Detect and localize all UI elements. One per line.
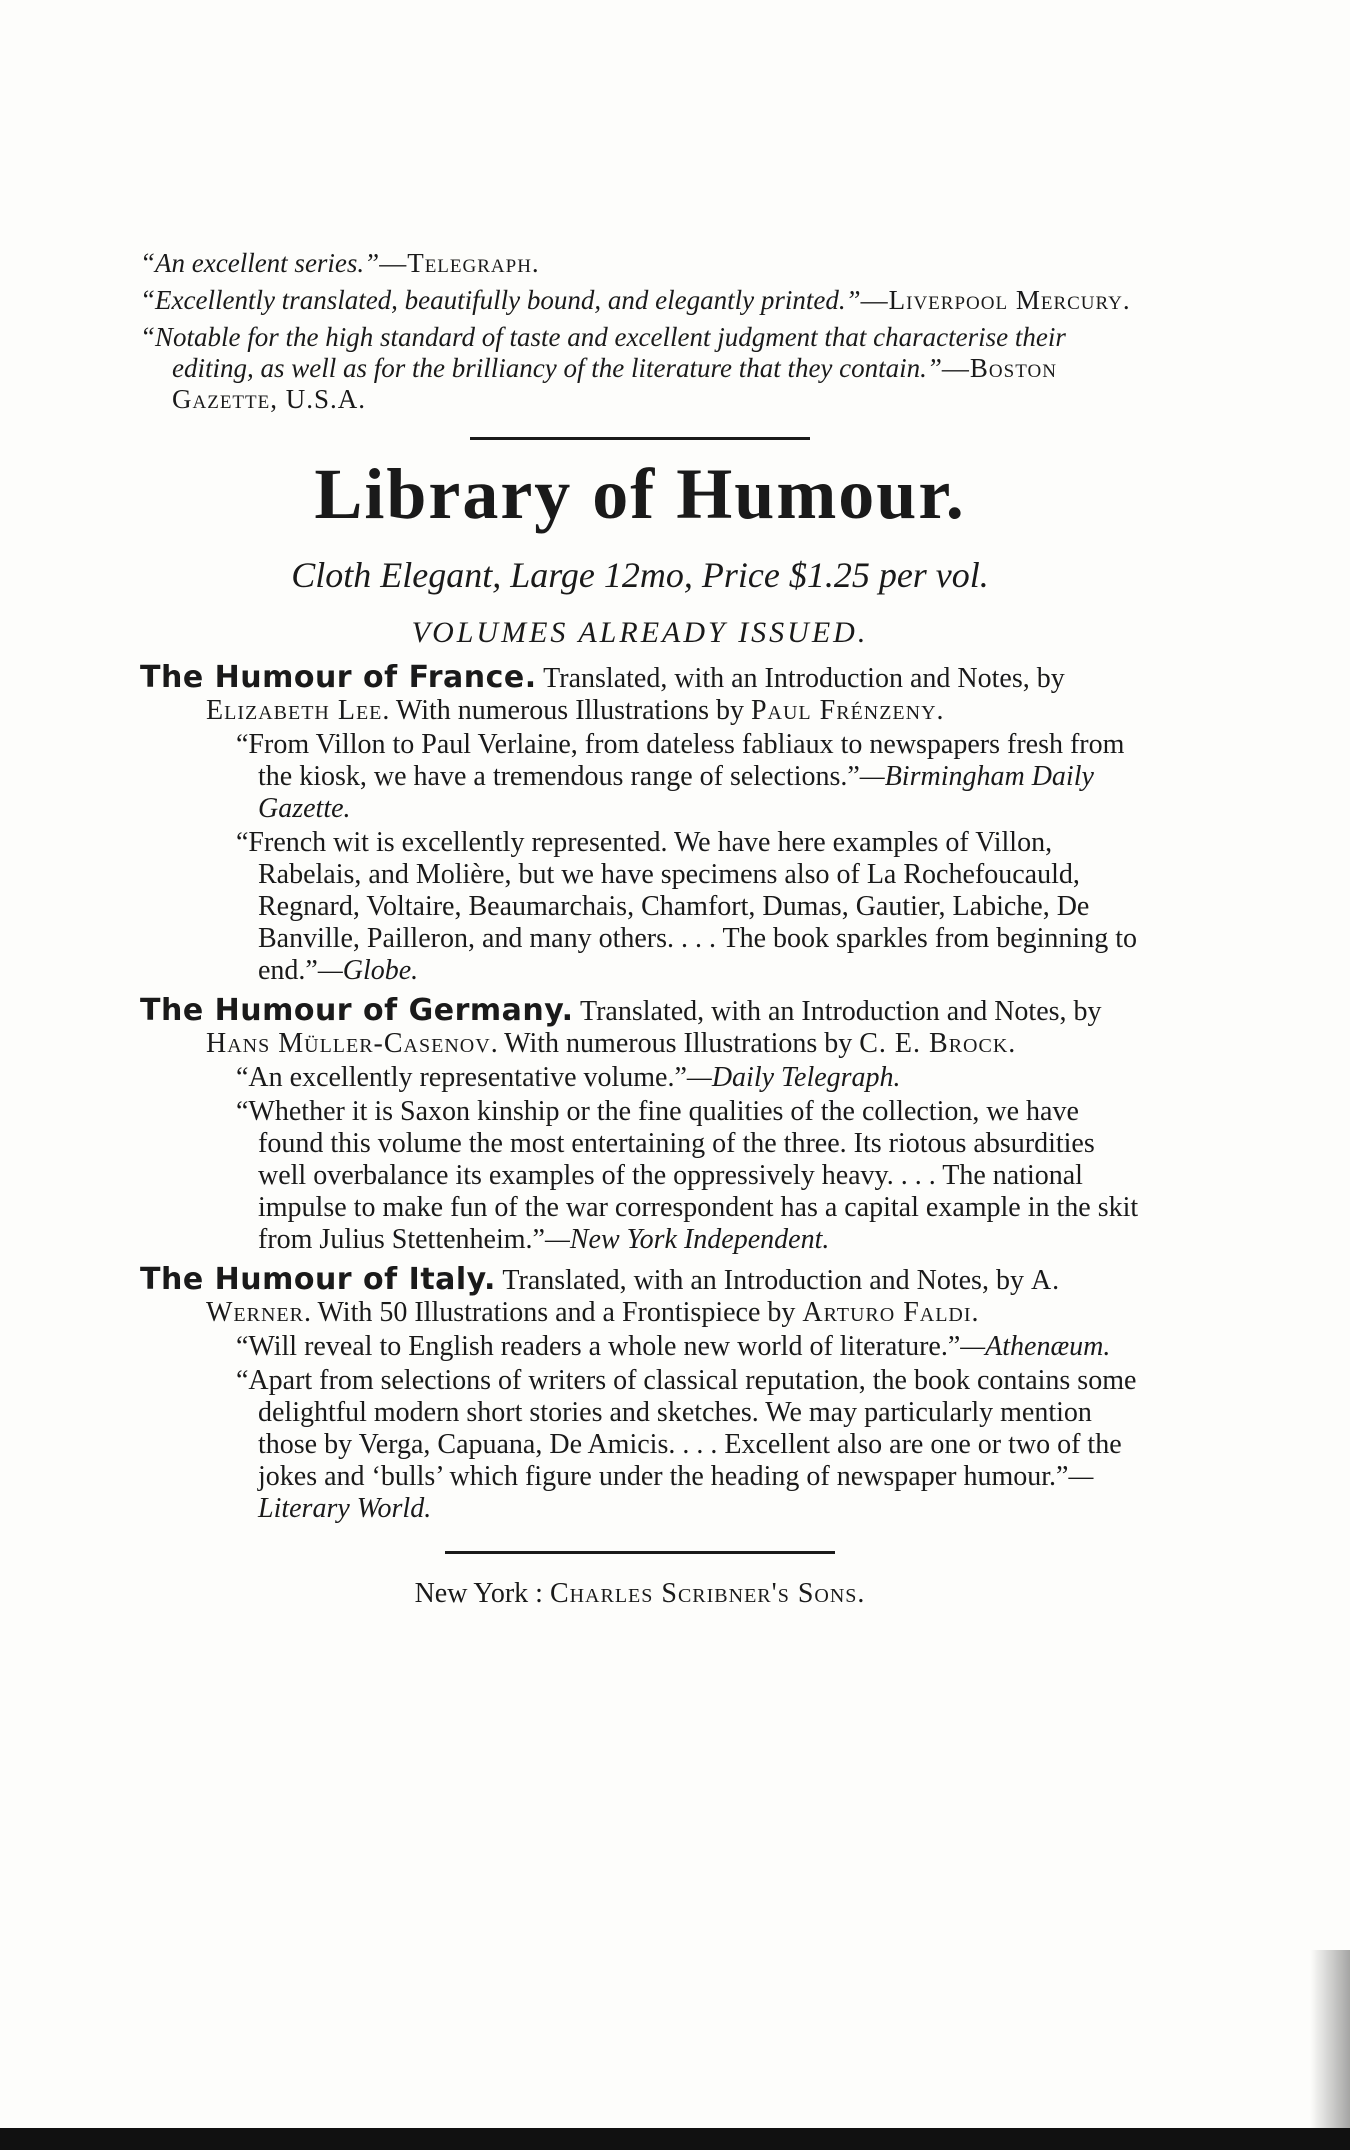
- blurb: [140, 248, 1140, 279]
- blurb-source: —Telegraph.: [379, 248, 540, 278]
- divider-rule: [445, 1551, 835, 1554]
- review-text: “Whether it is Saxon kinship or the fine qualities of the collection, we have found this volume the most entertaining of the three. Its riotous absurdities well overbalance its examples of the oppressively heavy. . . . The national impulse to make fun of the war correspondent has a capital example in the skit from Julius Stettenheim.”: [236, 1096, 1139, 1255]
- volume-details: Translated, with an Introduction and Notes, by: [502, 1265, 1031, 1296]
- imprint-place: New York :: [414, 1578, 550, 1609]
- volume-illustrator: Paul Frénzeny: [750, 695, 937, 726]
- review: [140, 1365, 1140, 1525]
- volume-germany: [140, 995, 1140, 1256]
- volume-title: The Humour of France.: [140, 660, 537, 695]
- review-text: “Will reveal to English readers a whole new world of literature.”: [236, 1331, 961, 1362]
- review-text: “Apart from selections of writers of classical reputation, the book contains some delightful modern short stories and sketches. We may particularly mention those by Verga, Capuana, De Amicis. . . . Excellent also are one or two of the jokes and ‘bulls’ which figure under the heading of newspaper humour.”: [236, 1365, 1137, 1492]
- volume-details: Translated, with an Introduction and Notes, by: [543, 663, 1065, 694]
- volume-title: The Humour of Italy.: [140, 1262, 496, 1297]
- volume-details: . With 50 Illustrations and a Frontispiece by: [303, 1297, 803, 1328]
- volumes-heading: VOLUMES ALREADY ISSUED.: [411, 616, 869, 649]
- blurb-quote: “Excellently translated, beautifully bound, and elegantly printed.”: [140, 285, 861, 315]
- blurb: [140, 322, 1140, 415]
- review-source: —Birmingham Daily Gazette.: [258, 761, 1094, 824]
- volume-title: The Humour of Germany.: [140, 993, 574, 1028]
- blurb-quote: “An excellent series.”: [140, 248, 380, 278]
- price-line: Cloth Elegant, Large 12mo, Price $1.25 per vol.: [291, 555, 989, 595]
- review-text: “From Villon to Paul Verlaine, from dateless fabliaux to newspapers fresh from the kiosk, we have a tremendous range of selections.”: [236, 729, 1125, 792]
- page-edge-shadow: [1310, 1950, 1350, 2150]
- review: [140, 1096, 1140, 1256]
- imprint-publisher: Charles Scribner's Sons.: [549, 1578, 866, 1609]
- volume-editor: Hans Müller-Casenov: [206, 1028, 491, 1059]
- scan-bottom-band: [0, 2128, 1350, 2150]
- volume-illustrator: C. E. Brock: [859, 1028, 1009, 1059]
- blurb-source: —Boston Gazette, U.S.A.: [172, 353, 1057, 414]
- divider-rule: [470, 437, 810, 440]
- review: [140, 729, 1140, 825]
- advertisement-content: [140, 248, 1140, 1610]
- review-text: “An excellently representative volume.”: [236, 1062, 687, 1093]
- series-title: Library of Humour.: [314, 454, 966, 534]
- review-source: —New York Independent.: [544, 1224, 830, 1255]
- review: [140, 1331, 1140, 1363]
- volume-france: [140, 662, 1140, 987]
- blurb-source: —Liverpool Mercury.: [860, 285, 1131, 315]
- volume-details: .: [1008, 1028, 1016, 1059]
- volume-illustrator: Arturo Faldi: [802, 1297, 972, 1328]
- volume-editor: Elizabeth Lee: [206, 695, 383, 726]
- publisher-imprint: [140, 1578, 1140, 1610]
- volume-details: . With numerous Illustrations by: [490, 1028, 860, 1059]
- volume-details: .: [971, 1297, 979, 1328]
- review-source: —Athenæum.: [960, 1331, 1111, 1362]
- volume-editor: A. Werner: [206, 1265, 1061, 1328]
- volume-entry: [140, 662, 1140, 727]
- blurb-quote: “Notable for the high standard of taste and excellent judgment that characterise their editing, as well as for the brilliancy of the literature that they contain.”: [140, 322, 1066, 383]
- review: [140, 1062, 1140, 1094]
- blurb: [140, 285, 1140, 316]
- review-source: —Globe.: [317, 955, 419, 986]
- press-blurbs: [140, 248, 1140, 415]
- volume-details: . With numerous Illustrations by: [382, 695, 751, 726]
- review-source: —Daily Telegraph.: [686, 1062, 901, 1093]
- review-text: “French wit is excellently represented. We have here examples of Villon, Rabelais, and Molière, but we have specimens also of La Rochefoucauld, Regnard, Voltaire, Beaumarchais, Chamfort, Dumas, Gautier, Labiche, De Banville, Pailleron, and many others. . . . The book sparkles from beginning to end.”: [236, 827, 1137, 986]
- volume-details: Translated, with an Introduction and Notes, by: [579, 996, 1102, 1027]
- review-source: —Literary World.: [258, 1461, 1094, 1524]
- volume-italy: [140, 1264, 1140, 1525]
- review: [140, 827, 1140, 987]
- volume-entry: [140, 995, 1140, 1060]
- volume-details: .: [936, 695, 944, 726]
- volume-entry: [140, 1264, 1140, 1329]
